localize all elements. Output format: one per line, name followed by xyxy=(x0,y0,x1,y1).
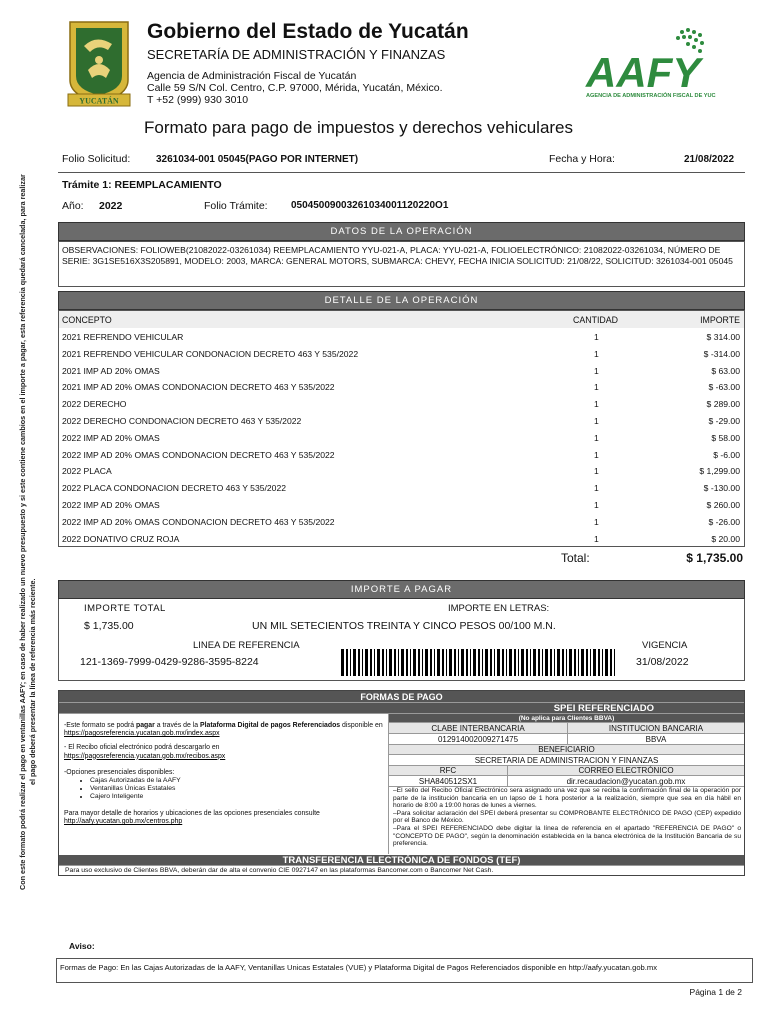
importe-letras-value: UN MIL SETECIENTOS TREINTA Y CINCO PESOS 00/100 M.N. xyxy=(252,620,556,632)
anio-label: Año: xyxy=(62,200,84,212)
barcode-bar xyxy=(466,649,468,676)
institucion-label: INSTITUCION BANCARIA xyxy=(567,723,744,734)
barcode-bar xyxy=(473,649,476,676)
row-concepto: 2022 IMP AD 20% OMAS xyxy=(62,500,160,510)
importe-total-value: $ 1,735.00 xyxy=(84,620,134,632)
row-cantidad: 1 xyxy=(594,500,599,510)
beneficiario-label: BENEFICIARIO xyxy=(389,745,744,755)
list-item: • Ventanillas Únicas Estatales xyxy=(90,785,383,793)
barcode-bar xyxy=(566,649,567,676)
row-importe: $ 63.00 xyxy=(711,365,740,376)
row-importe: $ -29.00 xyxy=(708,416,740,426)
row-concepto: 2022 IMP AD 20% OMAS CONDONACION DECRETO 463 Y 535/2022 xyxy=(62,516,335,527)
barcode-bar xyxy=(362,649,363,676)
aafy-logo xyxy=(584,26,716,100)
barcode-bar xyxy=(365,649,368,676)
tramite-title: Trámite 1: REEMPLACAMIENTO xyxy=(62,179,222,191)
col-importe: IMPORTE xyxy=(700,315,740,325)
barcode-bar xyxy=(470,649,471,676)
rfc-value: SHA840512SX1 xyxy=(389,776,507,787)
detalle-table-head xyxy=(59,311,744,328)
row-cantidad: 1 xyxy=(594,416,599,426)
barcode-bar xyxy=(422,649,423,676)
footer-note-box xyxy=(56,958,753,983)
correo-label: CORREO ELECTRÓNICO xyxy=(507,766,744,776)
table-row xyxy=(59,328,744,345)
correo-value: dir.recaudacion@yucatan.gob.mx xyxy=(507,776,744,787)
barcode-bar xyxy=(350,649,351,676)
footer-note: Formas de Pago: En las Cajas Autorizadas de la AAFY, Ventanillas Unicas Estatales (VUE) y Plataforma Digital de Pagos Referenciados disponible en http://aafy.yucatan.gob.mx xyxy=(60,963,657,972)
barcode-bar xyxy=(545,649,548,676)
row-cantidad: 1 xyxy=(594,449,599,460)
institucion-value: BBVA xyxy=(567,734,744,745)
datos-header: DATOS DE LA OPERACIÓN xyxy=(58,222,745,241)
barcode-bar xyxy=(578,649,579,676)
barcode-bar xyxy=(382,649,384,676)
header-title: Gobierno del Estado de Yucatán xyxy=(147,20,469,43)
row-cantidad: 1 xyxy=(594,516,599,527)
tef-text: Para uso exclusivo de Clientes BBVA, deberán dar de alta el convenio CIE 0927147 en las plataformas Bancomer.com o Bancomer Net Cash. xyxy=(65,867,494,874)
row-importe: $ -130.00 xyxy=(703,483,740,494)
barcode-bar xyxy=(341,649,344,676)
total-label: Total: xyxy=(561,551,590,565)
barcode-bar xyxy=(406,649,408,676)
row-concepto: 2022 IMP AD 20% OMAS xyxy=(62,432,160,443)
page-number: Página 1 de 2 xyxy=(689,987,742,997)
row-concepto: 2021 IMP AD 20% OMAS CONDONACION DECRETO 463 Y 535/2022 xyxy=(62,382,335,393)
importe-letras-label: IMPORTE EN LETRAS: xyxy=(448,603,550,614)
barcode-bar xyxy=(386,649,387,676)
table-row xyxy=(59,496,744,513)
row-importe: $ -26.00 xyxy=(708,516,740,527)
datos-box xyxy=(58,241,745,287)
barcode-bar xyxy=(494,649,495,676)
table-row xyxy=(59,429,744,446)
vigencia-label: VIGENCIA xyxy=(642,640,688,651)
row-importe: $ 260.00 xyxy=(706,500,740,510)
barcode-bar xyxy=(542,649,543,676)
barcode-bar xyxy=(374,649,375,676)
barcode-bar xyxy=(554,649,555,676)
logo-text: AAFY xyxy=(586,49,701,96)
barcode-bar xyxy=(593,649,596,676)
clabe-label: CLABE INTERBANCARIA xyxy=(389,723,567,734)
barcode-bar xyxy=(602,649,603,676)
barcode-bar xyxy=(502,649,504,676)
document-title: Formato para pago de impuestos y derechos vehiculares xyxy=(144,118,574,137)
clabe-value: 012914002009271475 xyxy=(389,734,567,745)
barcode-bar xyxy=(401,649,404,676)
vigencia-value: 31/08/2022 xyxy=(636,656,689,668)
row-concepto: 2021 REFRENDO VEHICULAR xyxy=(62,332,184,342)
barcode-bar xyxy=(413,649,416,676)
linea-referencia-value: 121-1369-7999-0429-9286-3595-8224 xyxy=(80,656,259,668)
barcode-bar xyxy=(410,649,411,676)
spei-title: SPEI REFERENCIADO xyxy=(59,703,744,714)
barcode-bar xyxy=(437,649,440,676)
table-row xyxy=(59,513,744,530)
barcode-bar xyxy=(598,649,600,676)
linea-referencia-label: LINEA DE REFERENCIA xyxy=(193,640,300,651)
barcode-bar xyxy=(530,649,531,676)
col-concepto: CONCEPTO xyxy=(62,315,112,325)
col-cantidad: CANTIDAD xyxy=(573,315,618,325)
barcode-bar xyxy=(550,649,552,676)
barcode-bar xyxy=(610,649,612,676)
link-centros[interactable]: http://aafy.yucatan.gob.mx/centros.php xyxy=(64,818,183,826)
barcode-bar xyxy=(442,649,444,676)
barcode-bar xyxy=(398,649,399,676)
barcode xyxy=(341,649,619,676)
formas-header: FORMAS DE PAGO xyxy=(59,691,744,703)
barcode-bar xyxy=(557,649,560,676)
barcode-bar xyxy=(449,649,452,676)
spei-instructions: –El sello del Recibo Oficial Electrónico sera asignado una vez que se reciba la confirmación final de la operación por parte de la institución bancaria en un lapso de 1 hora posterior a la realización, siempre que sea en día hábil en horario de 8:00 a 19:00 horas de lunes a viernes. –Para solicitar aclaración del SPEI deberá presentar su COMPROBANTE ELECTRÓNICO DE PAGO (CEP) expedido por el Banco de México. –Para el SPEI REFERENCIADO debe digitar la línea de referencia en el apartado "REFERENCIA DE PAGO" o "CONCEPTO DE PAGO", según la denominación establecida en la banca electrónica de la Institución Bancaria de su preferencia. xyxy=(393,787,741,848)
header-phone: T +52 (999) 930 3010 xyxy=(147,94,249,106)
barcode-bar xyxy=(454,649,456,676)
barcode-bar xyxy=(377,649,380,676)
row-cantidad: 1 xyxy=(594,432,599,443)
row-concepto: 2022 PLACA CONDONACION DECRETO 463 Y 535/2022 xyxy=(62,483,287,494)
barcode-bar xyxy=(590,649,591,676)
aviso-label: Aviso: xyxy=(69,941,95,951)
table-row xyxy=(59,378,744,395)
barcode-bar xyxy=(581,649,584,676)
barcode-bar xyxy=(461,649,464,676)
row-cantidad: 1 xyxy=(594,348,599,359)
row-cantidad: 1 xyxy=(594,466,599,477)
row-cantidad: 1 xyxy=(594,533,599,544)
importe-box xyxy=(58,599,745,681)
state-seal xyxy=(66,18,132,108)
barcode-bar xyxy=(370,649,372,676)
formas-de-pago xyxy=(58,690,745,876)
left-paragraph-2: - El Recibo oficial electrónico podrá descargarlo en xyxy=(64,744,220,752)
barcode-bar xyxy=(482,649,483,676)
barcode-bar xyxy=(394,649,396,676)
barcode-bar xyxy=(526,649,528,676)
logo-caption: AGENCIA DE ADMINISTRACIÓN FISCAL DE YUC xyxy=(586,93,716,99)
table-row xyxy=(59,345,744,362)
left-paragraph-4: Para mayor detalle de horarios y ubicaciones de las opciones presenciales consulte http://aafy.yucatan.gob.mx/centros.php xyxy=(64,810,320,826)
barcode-bar xyxy=(358,649,360,676)
side-note-line1: Con este formato podrá realizar el pago en ventanillas AAFY; en caso de haber realizado un nuevo presupuesto y si este contiene cambios en el importe a pagar, esta referencia quedará cancelada, para realizar xyxy=(18,174,27,890)
barcode-bar xyxy=(586,649,588,676)
seal-text: YUCATÁN xyxy=(79,96,119,106)
barcode-bar xyxy=(521,649,524,676)
barcode-bar xyxy=(605,649,608,676)
fecha-value: 21/08/2022 xyxy=(684,154,735,165)
header-agency: Agencia de Administración Fiscal de Yucatán xyxy=(147,70,357,82)
row-concepto: 2022 PLACA xyxy=(62,466,112,477)
barcode-bar xyxy=(506,649,507,676)
side-note-line2: el pago deberá presentar la línea de referencia más reciente. xyxy=(28,578,37,785)
row-cantidad: 1 xyxy=(594,365,599,376)
detalle-table xyxy=(58,310,745,547)
folio-tramite-label: Folio Trámite: xyxy=(204,200,268,212)
opciones-presenciales-list xyxy=(64,777,383,801)
barcode-bar xyxy=(430,649,432,676)
barcode-bar xyxy=(478,649,480,676)
importe-total-label: IMPORTE TOTAL xyxy=(84,603,166,614)
row-concepto: 2022 IMP AD 20% OMAS CONDONACION DECRETO 463 Y 535/2022 xyxy=(62,449,335,460)
row-concepto: 2021 REFRENDO VEHICULAR CONDONACION DECRETO 463 Y 535/2022 xyxy=(62,348,359,359)
row-importe: $ -314.00 xyxy=(703,348,740,359)
divider xyxy=(58,172,745,173)
row-importe: $ 1,299.00 xyxy=(699,466,740,477)
row-cantidad: 1 xyxy=(594,483,599,494)
row-cantidad: 1 xyxy=(594,332,599,342)
list-item: • Cajas Autorizadas de la AAFY xyxy=(90,777,383,785)
barcode-bar xyxy=(509,649,512,676)
barcode-bar xyxy=(562,649,564,676)
observaciones-text: OBSERVACIONES: FOLIOWEB(21082022-03261034) REEMPLACAMIENTO YYU-021-A, PLACA: YYU-021-A, FOLIOELECTRÓNICO: 21082022-03261034, NÚMERO DE SERIE: 3G1SE516X3S205891, MODELO: 2003, MARCA: GENERAL MOTORS, SUBMARCA: CHEVY, FECHA INICIA SOLICITUD: 21/08/22, SOLICITUD: 3261034-001 05045 xyxy=(62,245,733,266)
table-row xyxy=(59,395,744,412)
fecha-label: Fecha y Hora: xyxy=(549,153,615,165)
barcode-bar xyxy=(533,649,536,676)
tef-title: TRANSFERENCIA ELECTRÓNICA DE FONDOS (TEF) xyxy=(59,855,744,866)
barcode-bar xyxy=(389,649,392,676)
row-concepto: 2021 IMP AD 20% OMAS xyxy=(62,365,160,376)
link-pagos-referencia[interactable]: https://pagosreferencia.yucatan.gob.mx/index.aspx xyxy=(64,730,220,738)
list-item: • Cajero Inteligente xyxy=(90,793,383,801)
row-concepto: 2022 DERECHO CONDONACION DECRETO 463 Y 535/2022 xyxy=(62,416,302,426)
table-row xyxy=(59,530,744,547)
barcode-bar xyxy=(518,649,519,676)
folio-solicitud-value: 3261034-001 05045(PAGO POR INTERNET) xyxy=(156,154,359,165)
row-importe: $ 58.00 xyxy=(711,432,740,443)
side-note xyxy=(6,120,36,900)
row-cantidad: 1 xyxy=(594,382,599,393)
row-importe: $ 289.00 xyxy=(706,399,740,410)
table-row xyxy=(59,362,744,379)
barcode-bar xyxy=(458,649,459,676)
barcode-bar xyxy=(353,649,356,676)
spei-note: (No aplica para Clientes BBVA) xyxy=(389,714,744,723)
row-importe: $ 314.00 xyxy=(706,332,740,342)
row-cantidad: 1 xyxy=(594,399,599,410)
barcode-bar xyxy=(574,649,576,676)
row-importe: $ 20.00 xyxy=(711,533,740,544)
header-address: Calle 59 S/N Col. Centro, C.P. 97000, Mérida, Yucatán, México. xyxy=(147,82,443,94)
row-concepto: 2022 DERECHO xyxy=(62,399,127,410)
link-recibos[interactable]: https://pagosreferencia.yucatan.gob.mx/recibos.aspx xyxy=(64,752,226,760)
barcode-bar xyxy=(434,649,435,676)
left-paragraph-3: -Opciones presenciales disponibles: xyxy=(64,768,175,776)
beneficiario-value: SECRETARIA DE ADMINISTRACION Y FINANZAS xyxy=(389,755,744,766)
barcode-bar xyxy=(446,649,447,676)
barcode-bar xyxy=(569,649,572,676)
left-paragraph-1: -Este formato se podrá pagar a través de la Plataforma Digital de pagos Referenciados disponible en xyxy=(64,722,383,729)
row-importe: $ -6.00 xyxy=(713,449,740,460)
detalle-header: DETALLE DE LA OPERACIÓN xyxy=(58,291,745,310)
barcode-bar xyxy=(346,649,348,676)
barcode-bar xyxy=(490,649,492,676)
row-importe: $ -63.00 xyxy=(708,382,740,393)
folio-solicitud-label: Folio Solicitud: xyxy=(62,153,131,165)
table-row xyxy=(59,446,744,463)
barcode-bar xyxy=(497,649,500,676)
barcode-bar xyxy=(514,649,516,676)
table-row xyxy=(59,412,744,429)
barcode-bar xyxy=(418,649,420,676)
folio-tramite-value: 05045009003261034001120220O1 xyxy=(291,200,449,211)
header-subtitle: SECRETARÍA DE ADMINISTRACIÓN Y FINANZAS xyxy=(147,47,446,62)
anio-value: 2022 xyxy=(99,200,123,212)
table-row xyxy=(59,479,744,496)
barcode-bar xyxy=(538,649,540,676)
barcode-bar xyxy=(425,649,428,676)
total-value: $ 1,735.00 xyxy=(686,551,743,565)
barcode-bar xyxy=(485,649,488,676)
importe-header: IMPORTE A PAGAR xyxy=(58,580,745,599)
rfc-label: RFC xyxy=(389,766,507,776)
formas-left-column xyxy=(59,714,389,854)
table-row xyxy=(59,462,744,479)
row-concepto: 2022 DONATIVO CRUZ ROJA xyxy=(62,533,180,544)
barcode-bar xyxy=(614,649,615,676)
